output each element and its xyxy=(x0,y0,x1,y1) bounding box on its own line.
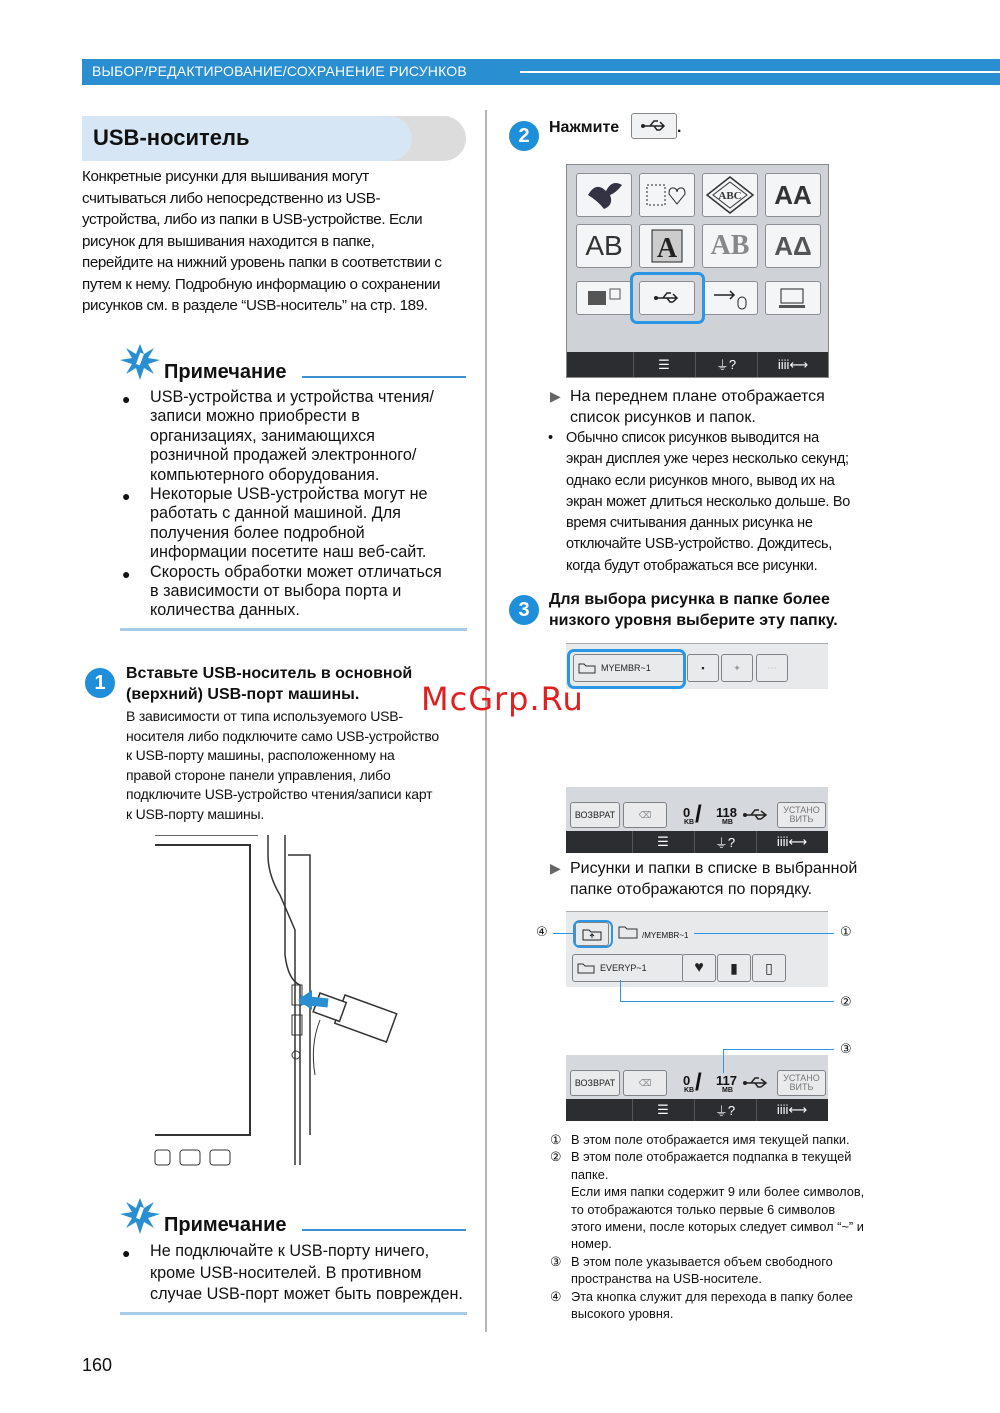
pattern-tile[interactable] xyxy=(702,173,758,217)
usb-screen-footer xyxy=(566,787,828,853)
settings-button[interactable]: iiii⟷ xyxy=(756,831,827,853)
pattern-tile[interactable]: AB xyxy=(702,224,758,268)
subfolder-button[interactable]: EVERYP~1 xyxy=(572,954,684,982)
note-list xyxy=(122,388,472,621)
legend-item: ③ В этом поле указывается объем свободного пространства на USB-носителе. xyxy=(550,1253,833,1287)
legend-item: ④ Эта кнопка служит для перехода в папку более высокого уровня. xyxy=(550,1288,853,1322)
list-icon[interactable]: ☰ xyxy=(632,831,693,853)
kb-value: 0 xyxy=(683,1073,691,1088)
callout-line xyxy=(620,1001,834,1002)
note-list xyxy=(122,1241,472,1306)
screen-bottom-bar xyxy=(567,352,828,377)
mb-unit: MB xyxy=(722,1087,733,1094)
help-button[interactable]: ⏚ ? xyxy=(695,352,756,377)
svg-text:A: A xyxy=(656,233,678,264)
list-icon[interactable]: ☰ xyxy=(633,352,694,377)
pattern-thumb[interactable]: ▯ xyxy=(752,954,786,982)
legend-item: ① В этом поле отображается имя текущей папки. xyxy=(550,1132,850,1147)
header-rule xyxy=(520,71,1000,73)
step-2-title-suffix: . xyxy=(677,119,682,136)
note-title: Примечание xyxy=(164,1214,287,1236)
callout-line xyxy=(723,1049,834,1050)
folder-highlight xyxy=(567,649,686,689)
folder-icon xyxy=(618,925,638,944)
usb-button-highlight xyxy=(630,272,705,324)
step-1-icon: 1 xyxy=(85,668,115,698)
list-item: ● USB-устройства и устройства чтения/ записи можно приобрести в организациях, занимающихся розничной продажей электронного/ компьютерного оборудования. xyxy=(122,388,434,484)
slash: / xyxy=(695,1069,702,1096)
step-3-title: Для выбора рисунка в папке более низкого уровня выберите эту папку. xyxy=(549,591,838,629)
list-item: ● Не подключайте к USB-порту ничего, кроме USB-носителей. В противном случае USB-порт может быть поврежден. xyxy=(122,1242,463,1303)
callout-4: ④ xyxy=(536,924,548,939)
pattern-tile[interactable] xyxy=(576,173,632,217)
mb-unit: MB xyxy=(722,819,733,826)
kb-value: 0 xyxy=(683,805,691,820)
callout-line xyxy=(620,980,621,1001)
pattern-tile[interactable] xyxy=(639,173,695,217)
pattern-thumb[interactable]: ♥ xyxy=(682,954,716,982)
watermark: McGrp.Ru xyxy=(421,680,584,718)
mb-value: 117 xyxy=(716,1073,737,1088)
pattern-tile[interactable]: AB xyxy=(576,224,632,268)
header-title: ВЫБОР/РЕДАКТИРОВАНИЕ/СОХРАНЕНИЕ РИСУНКОВ xyxy=(92,63,467,79)
step-2-icon: 2 xyxy=(509,121,539,151)
list-item: ● Скорость обработки может отличаться в зависимости от выбора порта и количества данных. xyxy=(122,562,442,620)
pattern-thumb[interactable]: ⋯ xyxy=(756,654,788,682)
step-1-title: Вставьте USB-носитель в основной (верхний) USB-порт машины. xyxy=(126,665,413,703)
pattern-selection-screen xyxy=(566,164,829,378)
pattern-thumb[interactable]: ▪ xyxy=(687,654,719,682)
usb-machine-illustration xyxy=(150,835,400,1175)
set-button[interactable]: УСТАНО ВИТЬ xyxy=(777,1070,826,1096)
intro-paragraph: Конкретные рисунки для вышивания могут считываться либо непосредственно из USB- устройства, либо из папки в USB-устройстве. Если рисунок для вышивания находится в папке, перейдите на нижний уровень папки в соответствии с путем к нему. Подробную информацию о сохранении рисунков см. в разделе “USB-носитель” на стр. 189. xyxy=(82,168,442,314)
slash: / xyxy=(695,801,702,828)
pattern-tile[interactable]: AA xyxy=(765,173,821,217)
pattern-thumb[interactable]: ✦ xyxy=(721,654,753,682)
usb-icon xyxy=(741,1074,771,1097)
legend xyxy=(550,1131,895,1322)
note-icon xyxy=(120,1198,160,1239)
computer-button[interactable] xyxy=(765,281,821,315)
usb-icon xyxy=(741,806,771,829)
delete-button[interactable]: ⌫ xyxy=(623,1070,667,1096)
help-button[interactable]: ⏚ ? xyxy=(694,831,755,853)
legend-item: ② В этом поле отображается подпапка в текущей папке. Если имя папки содержит 9 или более символов, то отображаются только первые 6 символов этого имени, после которых следует символ “~” и номер. xyxy=(550,1149,865,1252)
usb-screen-footer xyxy=(566,1055,828,1121)
note-bottom-rule xyxy=(120,628,467,631)
back-button[interactable]: ВОЗВРАТ xyxy=(570,802,620,828)
current-folder-path: /MYEMBR~1 xyxy=(642,931,689,940)
section-title: USB-носитель xyxy=(93,125,250,150)
step-2-result: ▶ На переднем плане отображается список рисунков и папок. xyxy=(550,388,825,426)
callout-line xyxy=(723,1049,724,1073)
note-rule xyxy=(302,1229,466,1231)
usb-button-inline[interactable] xyxy=(631,113,677,139)
folder-up-highlight xyxy=(573,920,613,948)
delete-button[interactable]: ⌫ xyxy=(623,802,667,828)
kb-unit: KB xyxy=(684,1087,695,1094)
note-bottom-rule xyxy=(120,1312,467,1315)
usb-mouse-button[interactable] xyxy=(702,281,758,315)
callout-3: ③ xyxy=(840,1041,852,1056)
callout-2: ② xyxy=(840,994,852,1009)
callout-line xyxy=(553,933,575,934)
note-icon xyxy=(120,344,160,385)
note-title: Примечание xyxy=(164,361,287,383)
column-divider xyxy=(485,110,487,1332)
pattern-tile[interactable]: AΔ xyxy=(765,224,821,268)
machine-memory-button[interactable] xyxy=(576,281,632,315)
folder-button[interactable]: MYEMBR~1 xyxy=(573,654,685,682)
svg-text:ABC: ABC xyxy=(718,190,742,202)
mb-value: 118 xyxy=(716,805,737,820)
pattern-tile[interactable] xyxy=(639,224,695,268)
callout-line xyxy=(694,933,834,934)
settings-button[interactable]: iiii⟷ xyxy=(757,352,828,377)
list-item: ● Некоторые USB-устройства могут не работать с данной машиной. Для получения более подробной информации посетите наш веб-сайт. xyxy=(122,485,428,562)
page-number: 160 xyxy=(82,1355,113,1375)
callout-1: ① xyxy=(840,924,852,939)
step-1-body: В зависимости от типа используемого USB- носителя либо подключите само USB-устройство к USB-порту машины, расположенному на правой стороне панели управления, либо подключите USB-устройство чтения/записи карт к USB-порту машины. xyxy=(126,708,440,822)
list-icon[interactable]: ☰ xyxy=(632,1099,693,1121)
step-3-result: ▶ Рисунки и папки в списке в выбранной папке отображаются по порядку. xyxy=(550,860,858,898)
note-rule xyxy=(302,376,466,378)
step-2-note: • Обычно список рисунков выводится на экран дисплея уже через несколько секунд; однако если рисунков много, вывод их на экран может длиться несколько дольше. Во время считывания данных рисунка не отключайте USB-устройство. Дождитесь, когда будут отображаться все рисунки. xyxy=(548,430,850,574)
step-3-icon: 3 xyxy=(509,595,539,625)
pattern-thumb[interactable]: ▮ xyxy=(717,954,751,982)
screen-bottom-bar xyxy=(566,831,828,853)
settings-button[interactable]: iiii⟷ xyxy=(756,1099,827,1121)
set-button[interactable]: УСТАНО ВИТЬ xyxy=(777,802,826,828)
back-button[interactable]: ВОЗВРАТ xyxy=(570,1070,620,1096)
help-button[interactable]: ⏚ ? xyxy=(694,1099,755,1121)
screen-bottom-bar xyxy=(566,1099,828,1121)
step-2-title: Нажмите xyxy=(549,119,620,136)
kb-unit: KB xyxy=(684,819,695,826)
